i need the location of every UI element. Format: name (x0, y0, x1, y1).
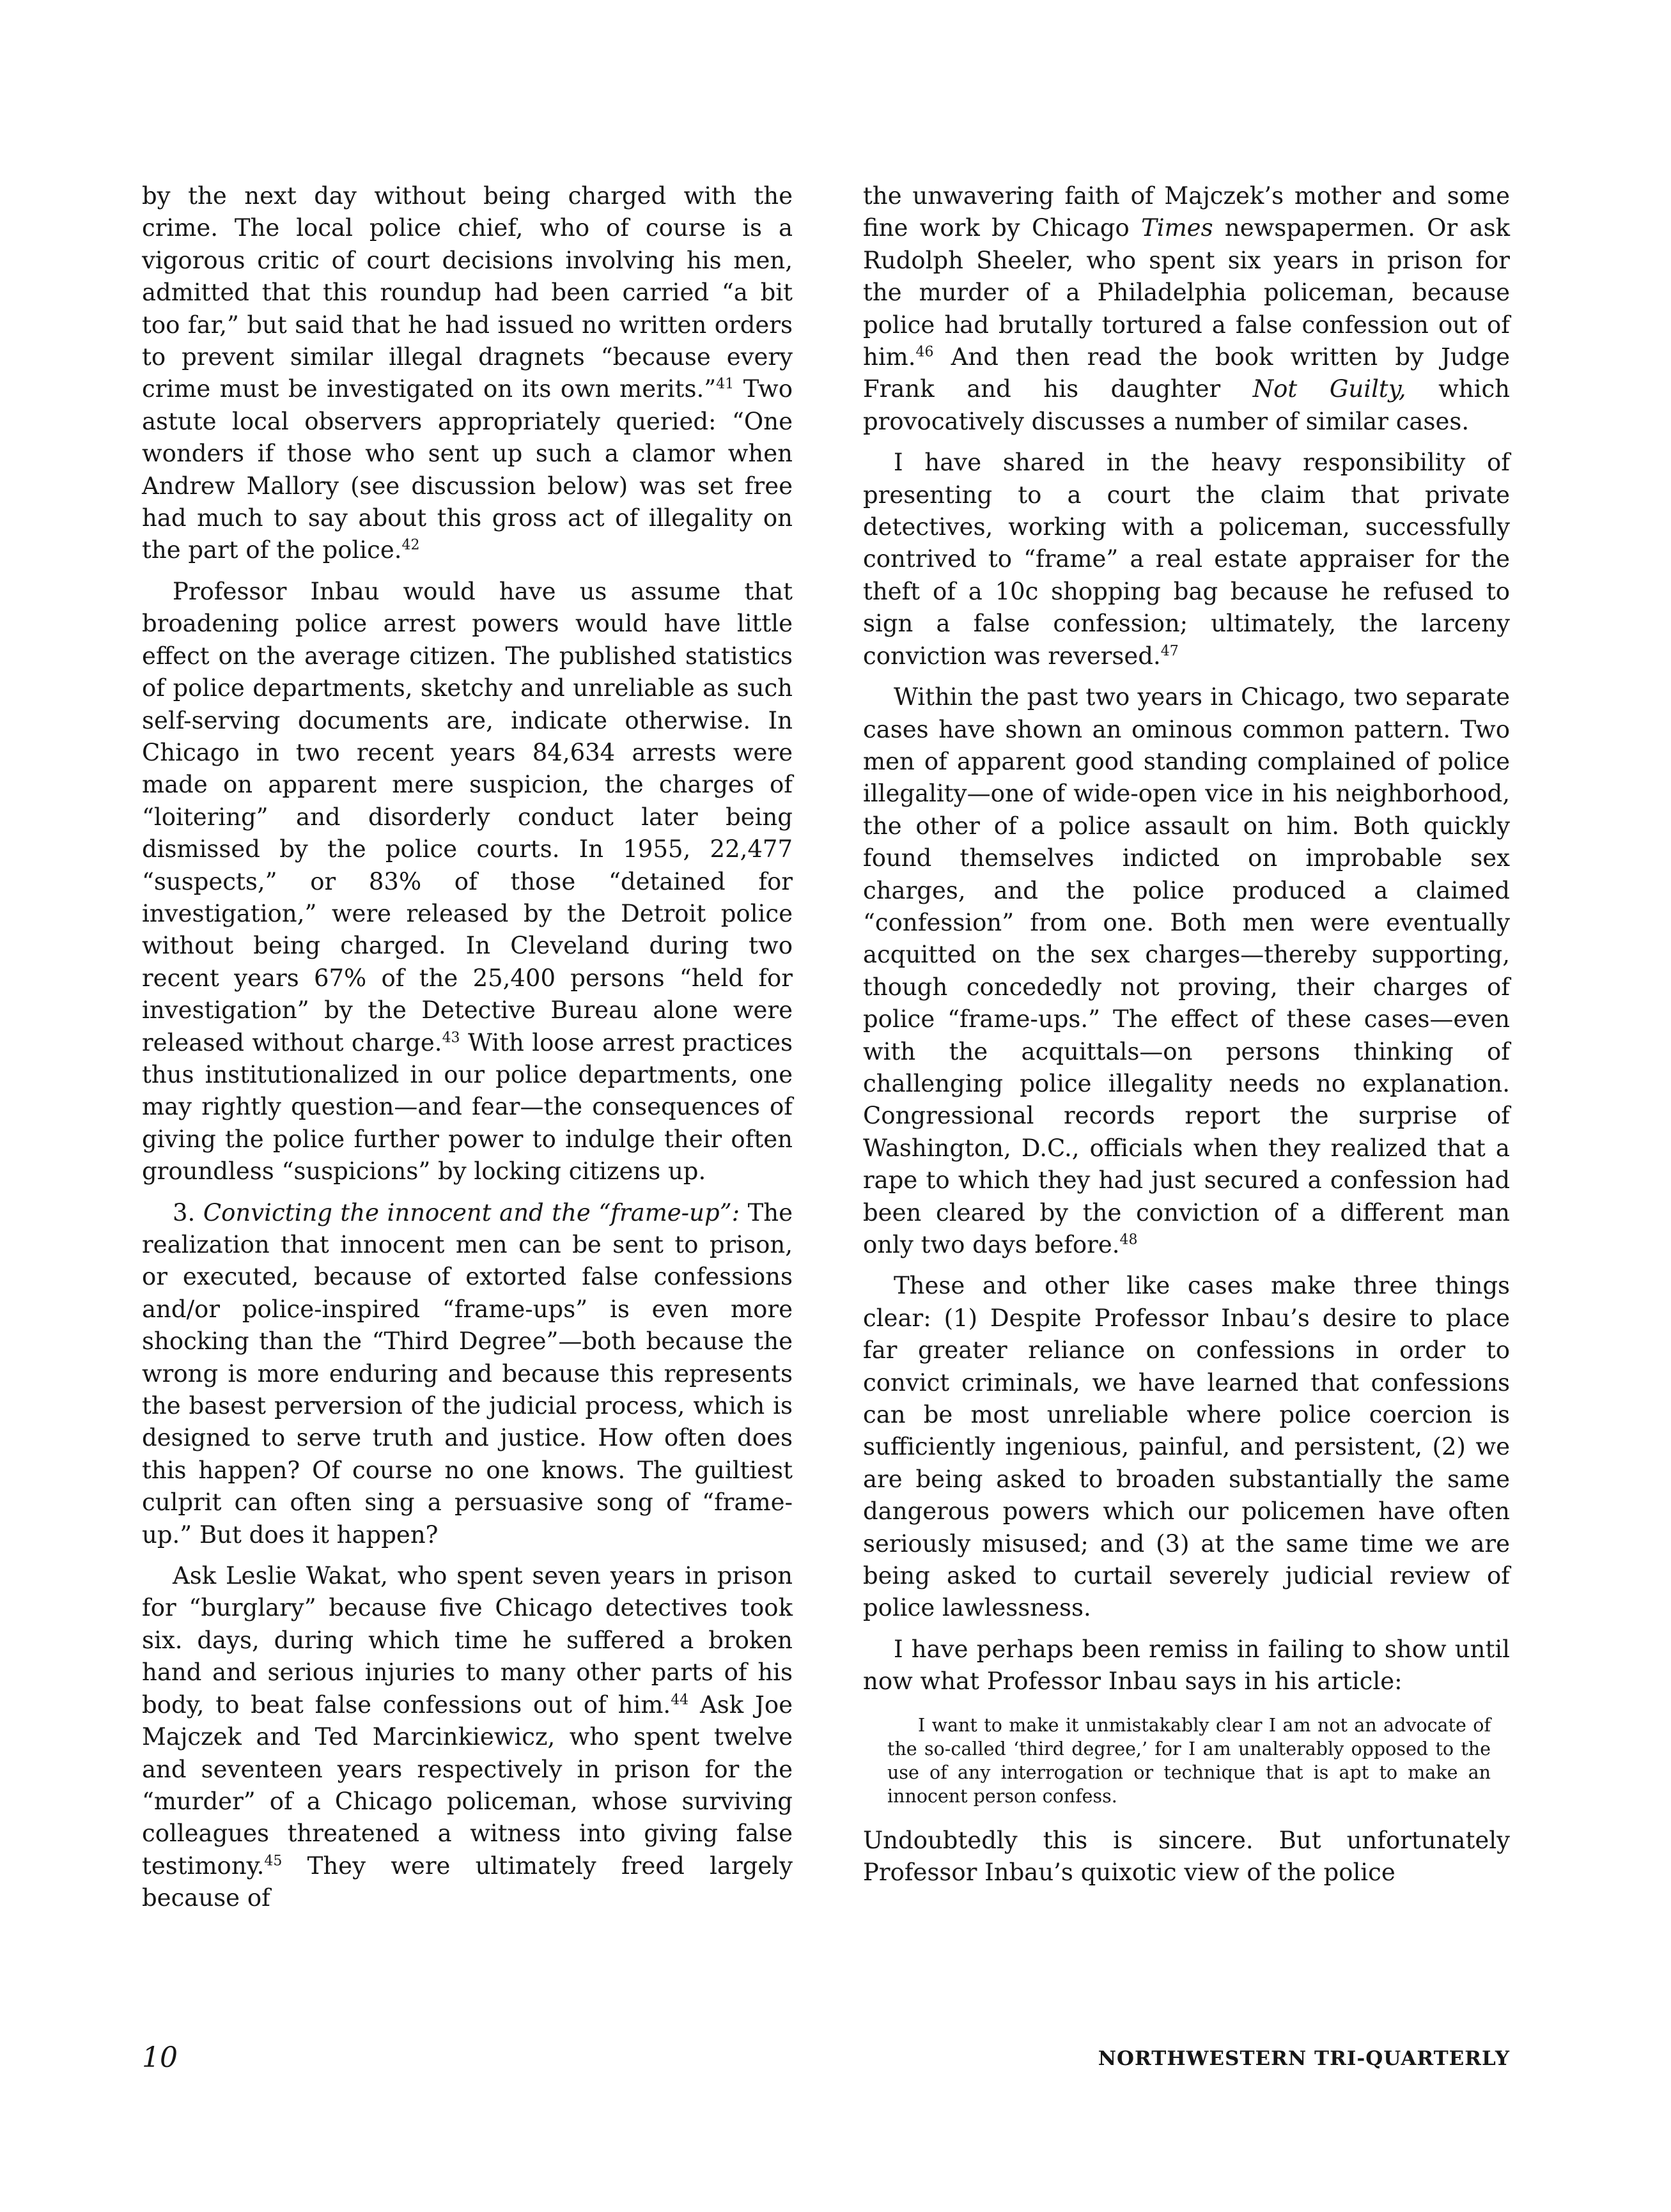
paragraph: Undoubtedly this is sincere. But unfortunately Professor Inbau’s quixotic view of the police (863, 1826, 1510, 1887)
page-number: 10 (142, 2041, 178, 2074)
right-column (863, 180, 1510, 1898)
newspaper-title: Times (1141, 214, 1213, 242)
paragraph: I have perhaps been remiss in failing to show until now what Professor Inbau says in his article: (863, 1635, 1510, 1696)
paragraph: 3. Convicting the innocent and the “frame-up”: The realization that innocent men can be sent to prison, or executed, because of extorted false confessions and/or police-inspired “frame-ups” is even more shocking than the “Third Degree”—both because the wrong is more enduring and because this represents the basest perversion of the judicial process, which is designed to serve truth and justice. How often does this happen? Of course no one knows. The guiltiest culprit can often sing a persuasive song of “frame-up.” But does it happen? (142, 1198, 793, 1549)
paragraph: by the next day without being charged with the crime. The local police chief, who of course is a vigorous critic of court decisions involving his men, admitted that this roundup had been carried “a bit too far,” but said that he had issued no written orders to prevent similar illegal dragnets “because every crime must be investigated on its own merits.”$^{41}$ Two astute local observers appropriately queried: “One wonders if those who sent up such a clamor when Andrew Mallory (see discussion below) was set free had much to say about this gross act of illegality on the part of the police.$^{42}$ (142, 182, 793, 564)
paragraph: Professor Inbau would have us assume that broadening police arrest powers would have little effect on the average citizen. The published statistics of police departments, sketchy and unreliable as such self-serving documents are, indicate otherwise. In Chicago in two recent years 84,634 arrests were made on apparent mere suspicion, the charges of “loitering” and disorderly conduct later being dismissed by the police courts. In 1955, 22,477 “suspects,” or 83% of those “detained for investigation,” were released by the Detroit police without being charged. In Cleveland during two recent years 67% of the 25,400 persons “held for investigation” by the Detective Bureau alone were released without charge.$^{43}$ With loose arrest practices thus institutionalized in our police departments, one may rightly question—and fear—the consequences of giving the police further power to indulge their often groundless “suspicions” by locking citizens up. (142, 577, 793, 1186)
paragraph: Within the past two years in Chicago, two separate cases have shown an ominous common pattern. Two men of apparent good standing complained of police illegality—one of wide-open vice in his neighborhood, the other of a police assault on him. Both quickly found themselves indicted on improbable sex charges, and the police produced a claimed “confession” from one. Both men were eventually acquitted on the sex charges—thereby supporting, though concededly not proving, their charges of police “frame-ups.” The effect of these cases—even with the acquittals—on persons thinking of challenging police illegality needs no explanation. Congressional records report the surprise of Washington, D.C., officials when they realized that a rape to which they had just secured a confession had been cleared by the conviction of a different man only two days before.$^{48}$ (863, 683, 1510, 1258)
running-footer: NORTHWESTERN TRI-QUARTERLY (1098, 2047, 1510, 2070)
block-quote: I want to make it unmistakably clear I am not an advocate of the so-called ‘third degree,’ for I am unalterably opposed to the use of any interrogation or technique that is apt to make an innocent person confess. (887, 1714, 1491, 1807)
footnote-ref: 45 (264, 1853, 283, 1869)
paragraph: I have shared in the heavy responsibility of presenting to a court the claim that private detectives, working with a policeman, successfully contrived to “frame” a real estate appraiser for the theft of a 10c shopping bag because he refused to sign a false confession; ultimately, the larceny conviction was reversed.$^{47}$ (863, 449, 1510, 670)
paragraph: Ask Leslie Wakat, who spent seven years in prison for “burglary” because five Chicago detectives took six. days, during which time he suffered a broken hand and serious injuries to many other parts of his body, to beat false confessions out of him.$^{44}$ Ask Joe Majczek and Ted Marcinkiewicz, who spent twelve and seventeen years respectively in prison for the “murder” of a Chicago policeman, whose surviving colleagues threatened a witness into giving false testimony.$^{45}$ They were ultimately freed largely because of (142, 1562, 793, 1912)
footnote-ref: 46 (915, 344, 934, 360)
left-column (142, 180, 793, 1924)
paragraph: the unwavering faith of Majczek’s mother and some fine work by Chicago Times newspapermen. Or ask Rudolph Sheeler, who spent six years in prison for the murder of a Philadelphia policeman, because police had brutally tortured a false confession out of him.$^{46}$ And then read the book written by Judge Frank and his daughter Not Guilty, which provocatively discusses a number of similar cases. (863, 182, 1510, 435)
book-title: Not Guilty, (1252, 375, 1406, 403)
footnote-ref: 48 (1119, 1232, 1138, 1248)
footnote-ref: 47 (1160, 643, 1179, 660)
footnote-ref: 41 (716, 376, 734, 393)
section-title: Convicting the innocent and the “frame-up”: (203, 1198, 740, 1226)
footnote-ref: 44 (671, 1692, 689, 1708)
footnote-ref: 42 (401, 538, 420, 554)
footnote-ref: 43 (442, 1030, 460, 1046)
paragraph: These and other like cases make three things clear: (1) Despite Professor Inbau’s desire to place far greater reliance on confessions in order to convict criminals, we have learned that confessions can be most unreliable where police coercion is sufficiently ingenious, painful, and persistent, (2) we are being asked to broaden substantially the same dangerous powers which our policemen have often seriously misused; and (3) at the same time we are being asked to curtail severely judicial review of police lawlessness. (863, 1272, 1510, 1622)
